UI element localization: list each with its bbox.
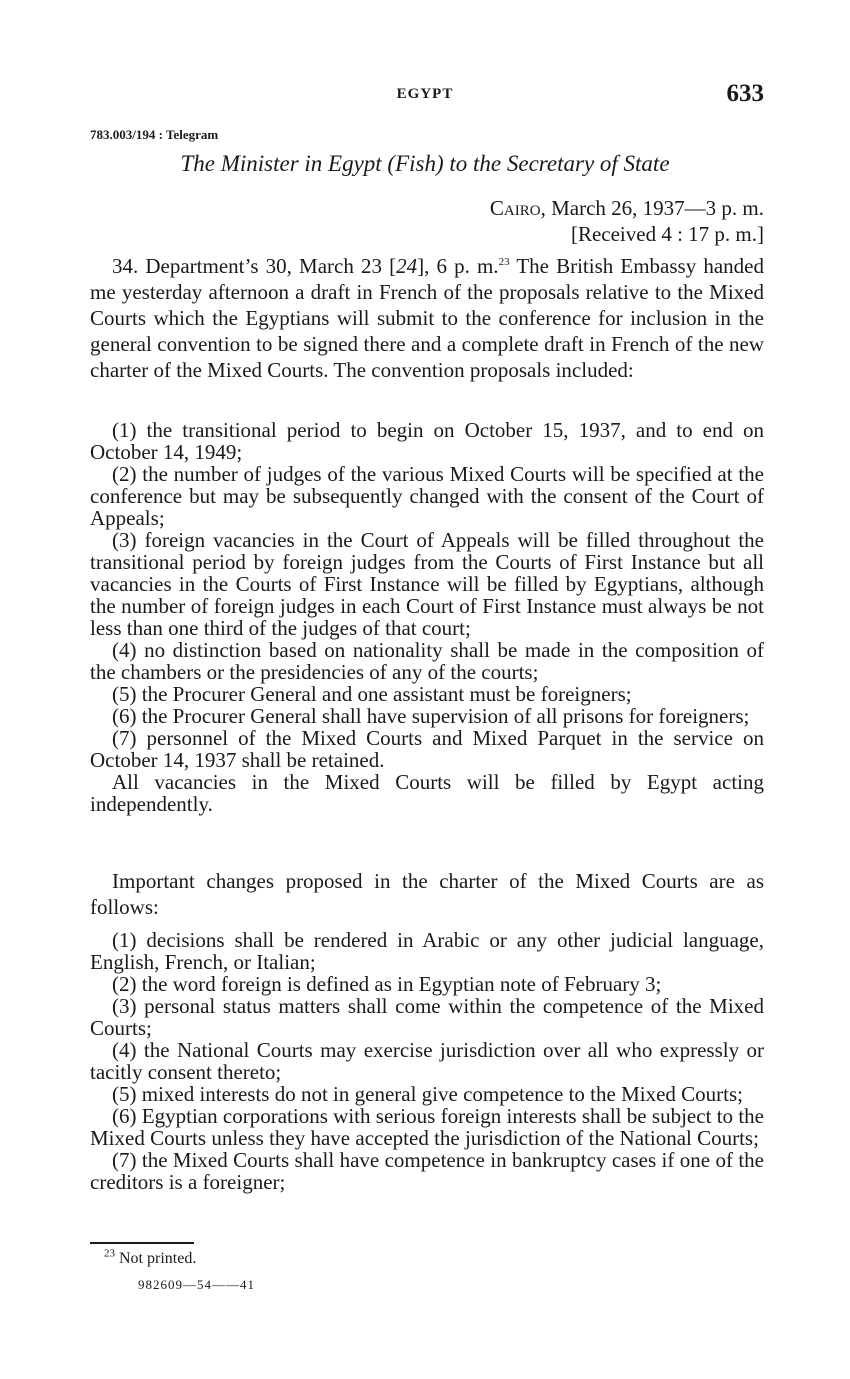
footnote-divider: [90, 1242, 194, 1244]
charter-section: [90, 868, 764, 920]
list-item: (5) mixed interests do not in general give competence to the Mixed Courts;: [112, 1082, 744, 1106]
convention-list: [90, 419, 764, 815]
list-item: (4) no distinction based on nationality shall be made in the composition of the chambers or the presidencies of any of the courts;: [90, 638, 764, 684]
footnote-marker: 23: [104, 1247, 115, 1260]
intro-paragraph: [90, 253, 764, 383]
document-title: The Minister in Egypt (Fish) to the Secretary of State: [180, 151, 670, 176]
list-item: (4) the National Courts may exercise jurisdiction over all who expressly or tacitly consent thereto;: [90, 1038, 764, 1084]
charter-intro: Important changes proposed in the charter of the Mixed Courts are as follows:: [90, 869, 764, 919]
list-item: (7) personnel of the Mixed Courts and Mixed Parquet in the service on October 14, 1937 shall be retained.: [90, 726, 764, 772]
list-item: (3) foreign vacancies in the Court of Appeals will be filled throughout the transitional period by foreign judges from the Courts of First Instance but all vacancies in the Courts of First Instance will be filled by Egyptians, although the number of foreign judges in each Court of First Instance must always be not less than one third of the judges of that court;: [90, 528, 764, 640]
list-item: (6) Egyptian corporations with serious foreign interests shall be subject to the Mixed Courts unless they have accepted the jurisdiction of the National Courts;: [90, 1104, 764, 1150]
dateline: [490, 196, 764, 221]
list-item: (2) the number of judges of the various Mixed Courts will be specified at the conference but may be subsequently changed with the consent of the Court of Appeals;: [90, 462, 764, 530]
charter-list: [90, 929, 764, 1193]
list-item: (5) the Procurer General and one assistant must be foreigners;: [112, 682, 632, 706]
dateline-date: , March 26, 1937—3 p. m.: [540, 196, 764, 220]
dateline-city: Cairo: [489, 196, 541, 220]
list-item: (2) the word foreign is defined as in Egyptian note of February 3;: [112, 972, 662, 996]
file-reference: 783.003/194 : Telegram: [90, 127, 219, 142]
received-line: [Received 4 : 17 p. m.]: [570, 222, 764, 246]
corrected-date: 24: [396, 254, 418, 278]
intro-rest: The British Embassy handed me yesterday afternoon a draft in French of the proposals relative to the Mixed Courts which the Egyptians will submit to the conference for inclusion in the general convention to be signed there and a complete draft in French of the new charter of the Mixed Courts. The convention proposals included:: [90, 254, 764, 382]
list-item: (1) the transitional period to begin on October 15, 1937, and to end on October 14, 1949;: [90, 418, 764, 464]
footnote-ref: 23: [498, 256, 510, 268]
list-item: (6) the Procurer General shall have supervision of all prisons for foreigners;: [112, 704, 750, 728]
list-item: (7) the Mixed Courts shall have competence in bankruptcy cases if one of the creditors is a foreigner;: [90, 1148, 764, 1194]
list-item: (1) decisions shall be rendered in Arabic or any other judicial language, English, French, or Italian;: [90, 928, 764, 974]
footnote-text: Not printed.: [115, 1250, 197, 1267]
list-item: All vacancies in the Mixed Courts will be filled by Egypt acting independently.: [90, 770, 764, 816]
intro-lead: 34. Department’s 30, March 23 [: [112, 254, 397, 278]
running-header: EGYPT: [396, 86, 454, 102]
list-item: (3) personal status matters shall come within the competence of the Mixed Courts;: [90, 994, 764, 1040]
footnote: [104, 1247, 197, 1268]
print-code: 982609—54——41: [138, 1277, 255, 1292]
page-number: 633: [726, 80, 764, 107]
intro-mid: ], 6 p. m.: [417, 254, 499, 278]
intro-section: [90, 253, 764, 383]
